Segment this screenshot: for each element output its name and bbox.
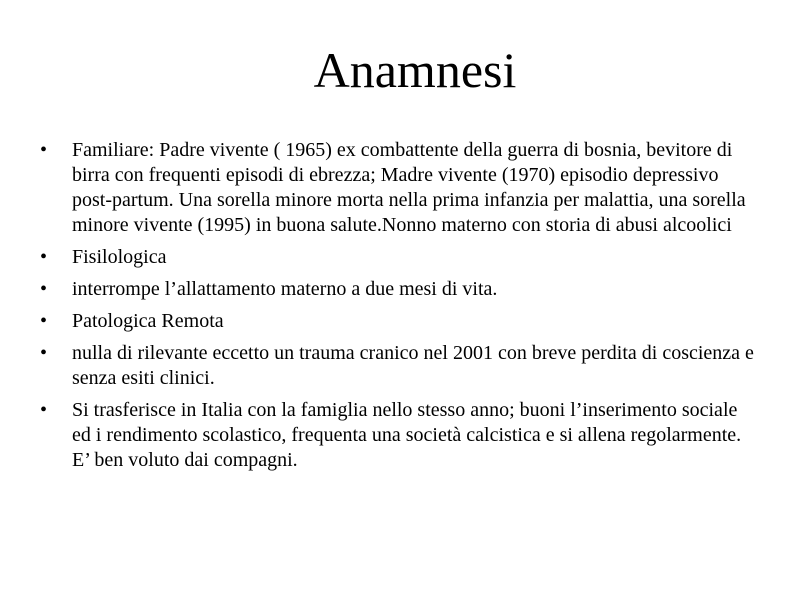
bullet-icon: • bbox=[40, 310, 48, 332]
bullet-list bbox=[38, 138, 758, 480]
slide-title: Anamnesi bbox=[313, 42, 517, 98]
bullet-icon: • bbox=[40, 139, 48, 161]
bullet-icon: • bbox=[40, 278, 48, 300]
bullet-icon: • bbox=[40, 342, 48, 364]
bullet-text: Familiare: Padre vivente ( 1965) ex combattente della guerra di bosnia, bevitore di birra con frequenti episodi di ebrezza; Madre vivente (1970) episodio depressivo post-partum. Una sorella minore morta nella prima infanzia per malattia, una sorella minore vivente (1995) in buona salute.Nonno materno con storia di abusi alcoolici bbox=[72, 139, 746, 236]
bullet-text: nulla di rilevante eccetto un trauma cranico nel 2001 con breve perdita di coscienza e senza esiti clinici. bbox=[72, 342, 754, 389]
bullet-item-fisiologica bbox=[38, 245, 758, 270]
bullet-item-allattamento bbox=[38, 277, 758, 302]
bullet-item-patologica-remota bbox=[38, 309, 758, 334]
bullet-text: Si trasferisce in Italia con la famiglia nello stesso anno; buoni l’inserimento sociale ed i rendimento scolastico, frequenta una società calcistica e si allena regolarmente. E’ ben voluto dai compagni. bbox=[72, 399, 742, 471]
bullet-item-familiare bbox=[38, 138, 758, 238]
bullet-item-trauma bbox=[38, 341, 758, 391]
bullet-text: Patologica Remota bbox=[72, 310, 224, 332]
bullet-item-trasferimento bbox=[38, 398, 758, 473]
bullet-text: interrompe l’allattamento materno a due mesi di vita. bbox=[72, 278, 498, 300]
bullet-icon: • bbox=[40, 246, 48, 268]
bullet-icon: • bbox=[40, 399, 48, 421]
bullet-text: Fisilologica bbox=[72, 246, 167, 268]
